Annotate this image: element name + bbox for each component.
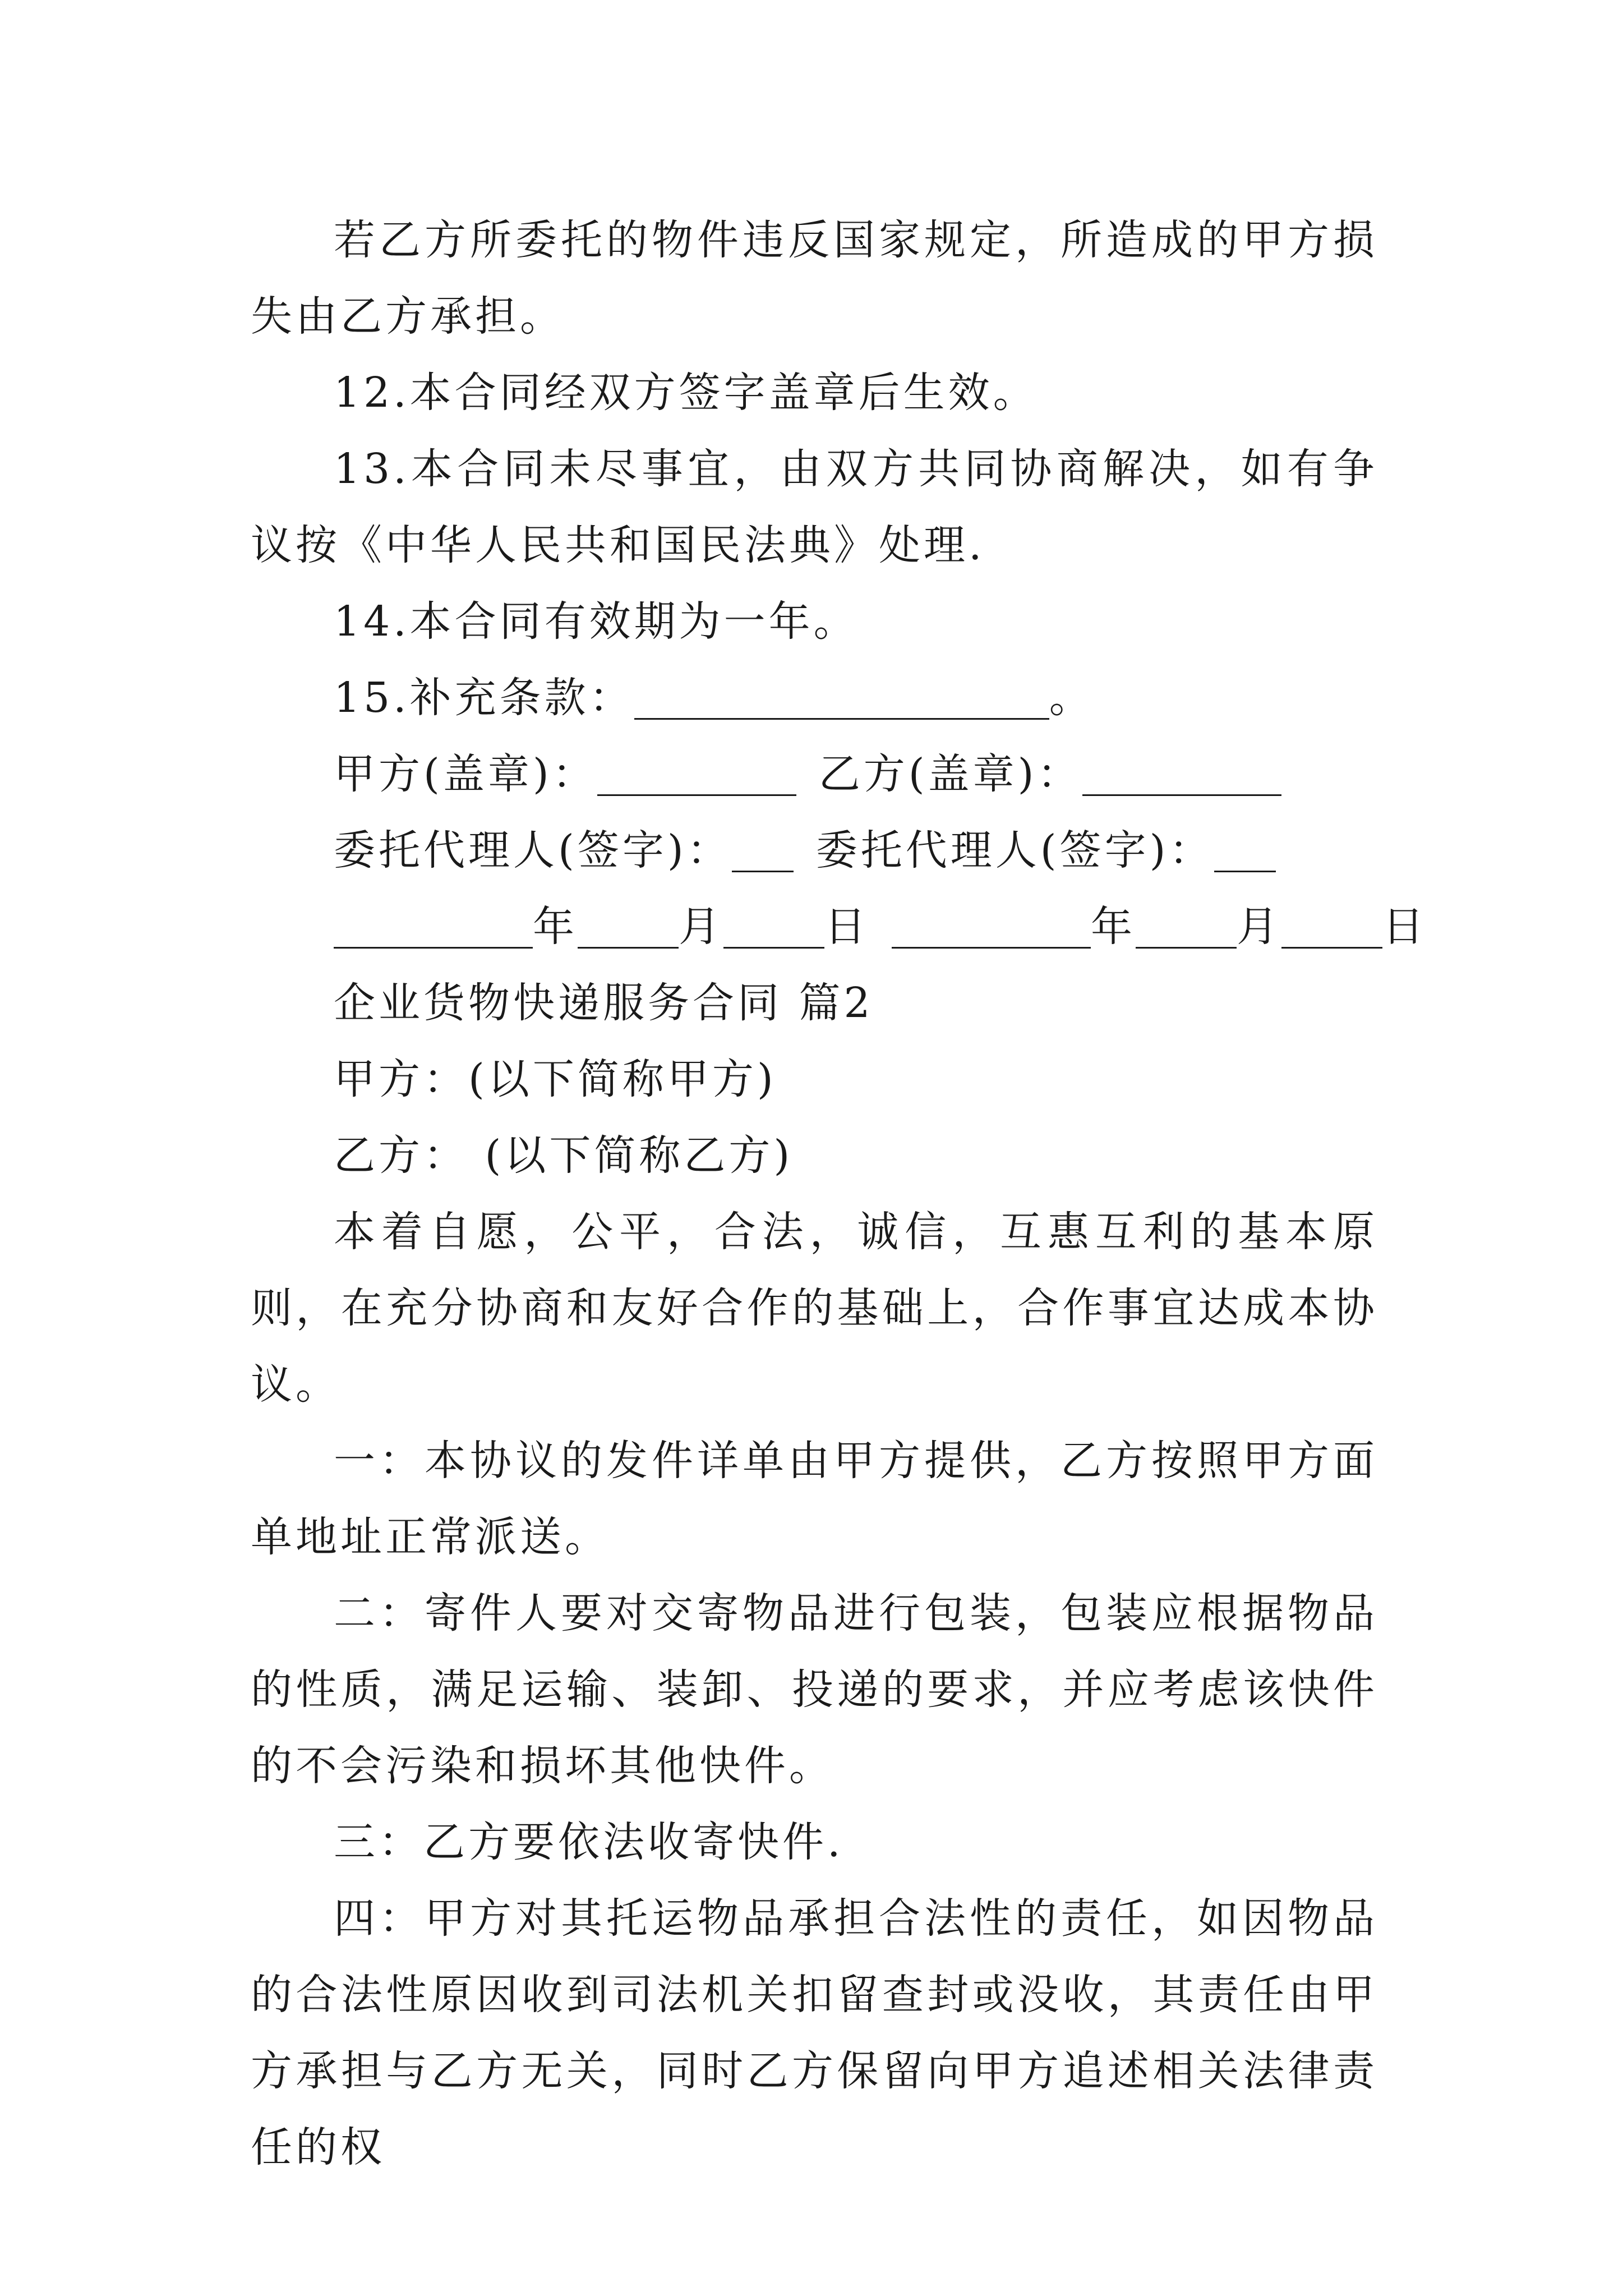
supplementary-terms-blank xyxy=(634,678,1049,720)
party-a-line: 甲方：(以下简称甲方) xyxy=(334,1055,777,1103)
party-b-day-label: 日 xyxy=(1382,903,1427,951)
paragraph-clause-one: 一：本协议的发件详单由甲方提供，乙方按照甲方面单地址正常派送。 xyxy=(251,1437,1378,1561)
party-a-day-label: 日 xyxy=(824,903,869,951)
party-b-month-label: 月 xyxy=(1237,903,1281,951)
supplementary-terms-label: 15.补充条款： xyxy=(334,674,634,722)
paragraph-intro: 本着自愿，公平，合法，诚信，互惠互利的基本原则，在充分协商和友好合作的基础上，合作事宜达成本协议。 xyxy=(251,1208,1378,1409)
party-b-seal-blank xyxy=(1082,754,1281,796)
party-b-agent-blank xyxy=(1214,830,1276,872)
party-a-month-label: 月 xyxy=(679,903,723,951)
party-a-day-blank xyxy=(723,907,824,949)
paragraph-clause-15 xyxy=(251,660,1378,736)
paragraph-clause-13: 13.本合同未尽事宜，由双方共同协商解决，如有争议按《中华人民共和国民法典》处理. xyxy=(251,445,1378,569)
party-a-year-label: 年 xyxy=(533,903,578,951)
paragraph-clause-14: 14.本合同有效期为一年。 xyxy=(334,597,859,646)
party-a-agent-label: 委托代理人(签字)： xyxy=(334,826,732,875)
party-a-month-blank xyxy=(578,907,679,949)
party-a-seal-label: 甲方(盖章)： xyxy=(334,750,597,798)
agent-signature-line xyxy=(251,812,1378,889)
paragraph-clause-four: 四：甲方对其托运物品承担合法性的责任，如因物品的合法性原因收到司法机关扣留查封或没收，其责任由甲方承担与乙方无关，同时乙方保留向甲方追述相关法律责任的权 xyxy=(251,1894,1378,2171)
supplementary-terms-end: 。 xyxy=(1049,674,1094,722)
party-b-line: 乙方： (以下简称乙方) xyxy=(334,1131,794,1180)
party-a-seal-blank xyxy=(597,754,796,796)
party-b-seal-label: 乙方(盖章)： xyxy=(818,750,1082,798)
date-line xyxy=(251,889,1427,965)
party-a-agent-blank xyxy=(732,830,794,872)
seal-line xyxy=(251,736,1378,812)
paragraph-clause-three: 三：乙方要依法收寄快件. xyxy=(334,1818,844,1866)
paragraph-liability: 若乙方所委托的物件违反国家规定，所造成的甲方损失由乙方承担。 xyxy=(251,216,1378,341)
party-b-agent-label: 委托代理人(签字)： xyxy=(815,826,1214,875)
party-b-month-blank xyxy=(1136,907,1237,949)
party-b-year-label: 年 xyxy=(1091,903,1136,951)
party-b-year-blank xyxy=(892,907,1091,949)
document-body xyxy=(251,202,1427,2185)
party-b-day-blank xyxy=(1281,907,1382,949)
paragraph-clause-12: 12.本合同经双方签字盖章后生效。 xyxy=(334,369,1038,417)
paragraph-clause-two: 二：寄件人要对交寄物品进行包装，包装应根据物品的性质，满足运输、装卸、投递的要求，并应考虑该快件的不会污染和损坏其他快件。 xyxy=(251,1589,1378,1790)
section-title: 企业货物快递服务合同 篇2 xyxy=(334,979,874,1027)
party-a-year-blank xyxy=(334,907,533,949)
